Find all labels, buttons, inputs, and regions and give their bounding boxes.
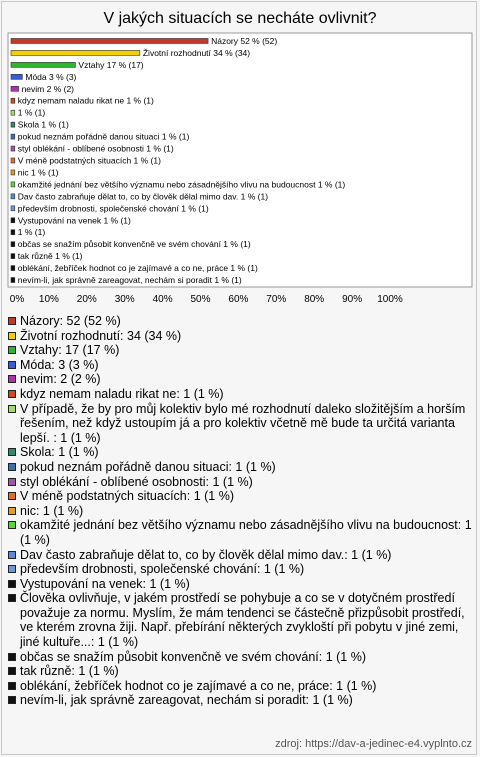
legend-swatch [8, 478, 16, 486]
legend-item [8, 562, 474, 577]
legend-label: V méně podstatných situacích: 1 (1 %) [20, 489, 234, 504]
legend-item [8, 387, 474, 402]
legend-swatch [8, 375, 16, 383]
bar-label-14: především drobnosti, společenské chování 1 % (1) [17, 203, 209, 214]
legend-item [8, 650, 474, 665]
legend-label: tak různě: 1 (1 %) [20, 664, 119, 679]
legend-swatch [8, 390, 16, 398]
bar-10 [11, 158, 15, 163]
legend-swatch [8, 317, 16, 325]
legend-item [8, 343, 474, 358]
bar-3 [11, 74, 22, 79]
bar-label-15: Vystupování na venek 1 % (1) [17, 215, 131, 226]
legend-swatch [8, 492, 16, 500]
legend-label: nevim: 2 (2 %) [20, 372, 101, 387]
x-tick-label: 30% [114, 294, 135, 305]
bar-label-4: nevim 2 % (2) [21, 83, 75, 94]
bar-15 [11, 218, 15, 223]
legend-swatch [8, 463, 16, 471]
legend-swatch [8, 551, 16, 559]
legend-swatch [8, 682, 16, 690]
chart-title: V jakých situacích se necháte ovlivnit? [103, 10, 377, 27]
bar-13 [11, 194, 15, 199]
legend-item [8, 489, 474, 504]
bar-9 [11, 146, 15, 151]
bar-label-13: Dav často zabraňuje dělat to, co by člověk dělal mimo dav. 1 % (1) [17, 191, 269, 202]
x-tick-label: 90% [342, 294, 363, 305]
x-tick-label: 80% [304, 294, 325, 305]
x-tick-label: 10% [38, 294, 59, 305]
legend-label: styl oblékání - oblíbené osobnosti: 1 (1 %) [20, 474, 253, 489]
bar-20 [11, 278, 15, 283]
bar-1 [11, 50, 140, 55]
bar-label-9: styl oblékání - oblíbené osobnosti 1 % (1) [17, 143, 174, 154]
source-note: zdroj: https://dav-a-jedinec-e4.vyplnto.cz [275, 738, 472, 750]
legend-swatch [8, 565, 16, 573]
x-tick-label: 100% [377, 294, 403, 305]
legend-label: především drobnosti, společenské chování: 1 (1 %) [20, 562, 305, 577]
bar-label-17: občas se snažím působit konvenčně ve svém chování 1 % (1) [17, 239, 251, 250]
x-tick-label: 0% [9, 294, 25, 305]
bar-label-11: nic 1 % (1) [17, 167, 59, 178]
x-tick-label: 60% [228, 294, 249, 305]
legend-label: Dav často zabraňuje dělat to, co by člověk dělal mimo dav.: 1 (1 %) [20, 547, 392, 562]
bar-label-6: 1 % (1) [17, 107, 46, 118]
legend-label: nic: 1 (1 %) [20, 503, 84, 518]
bar-label-10: V méně podstatných situacích 1 % (1) [17, 155, 161, 166]
bar-chart [0, 0, 480, 310]
x-tick-label: 50% [190, 294, 211, 305]
bar-12 [11, 182, 15, 187]
bar-8 [11, 134, 15, 139]
legend-label: Vztahy: 17 (17 %) [20, 343, 120, 358]
bar-19 [11, 266, 15, 271]
legend-item [8, 548, 474, 563]
legend-label: oblékání, žebříček hodnot co je zajímavé a co ne, práce: 1 (1 %) [20, 678, 377, 693]
legend-item [8, 664, 474, 679]
legend-swatch [8, 667, 16, 675]
legend-swatch [8, 405, 16, 413]
legend-item [8, 460, 474, 475]
legend-item [8, 518, 474, 547]
legend-label: Životní rozhodnutí: 34 (34 %) [20, 328, 182, 343]
legend-label: občas se snažím působit konvenčně ve svém chování: 1 (1 %) [20, 649, 367, 664]
legend-label: Vystupování na venek: 1 (1 %) [20, 576, 190, 591]
x-tick-label: 70% [266, 294, 287, 305]
bar-14 [11, 206, 15, 211]
bar-label-18: tak různě 1 % (1) [17, 251, 83, 262]
bar-4 [11, 86, 19, 91]
bar-label-0: Názory 52 % (52) [211, 35, 278, 46]
legend-item [8, 329, 474, 344]
legend-item [8, 402, 474, 446]
bar-label-1: Životní rozhodnutí 34 % (34) [142, 47, 251, 58]
bar-6 [11, 110, 15, 115]
bar-label-19: oblékání, žebříček hodnot co je zajímavé a co ne, práce 1 % (1) [17, 263, 258, 274]
legend-swatch [8, 361, 16, 369]
legend-label: Názory: 52 (52 %) [20, 314, 121, 328]
bar-label-5: kdyz nemam naladu rikat ne 1 % (1) [17, 95, 154, 106]
bar-label-8: pokud neznám pořádně danou situaci 1 % (1) [17, 131, 190, 142]
x-tick-label: 20% [76, 294, 97, 305]
legend-item [8, 504, 474, 519]
bar-5 [11, 98, 15, 103]
legend-item [8, 372, 474, 387]
legend-swatch [8, 507, 16, 515]
legend-label: kdyz nemam naladu rikat ne: 1 (1 %) [20, 386, 224, 401]
bar-18 [11, 254, 15, 259]
bar-7 [11, 122, 15, 127]
legend-item [8, 591, 474, 649]
legend-label: Skola: 1 (1 %) [20, 445, 99, 460]
legend [8, 314, 474, 708]
bar-label-7: Skola 1 % (1) [17, 119, 69, 130]
legend-swatch [8, 594, 16, 602]
legend-swatch [8, 521, 16, 529]
bar-17 [11, 242, 15, 247]
legend-item [8, 693, 474, 708]
legend-label: Móda: 3 (3 %) [20, 357, 99, 372]
bar-2 [11, 62, 75, 67]
legend-label: V případě, že by pro můj kolektiv bylo mé rozhodnutí daleko složitějším a horším řešením, než když ustoupím já a pro kolektiv včetně mě bude ta určitá varianta lepší. : 1 (1 %) [20, 401, 466, 445]
x-tick-label: 40% [152, 294, 173, 305]
legend-item [8, 577, 474, 592]
bar-label-2: Vztahy 17 % (17) [78, 59, 144, 70]
bar-label-3: Móda 3 % (3) [25, 71, 77, 82]
bar-label-20: nevím-li, jak správně zareagovat, nechám si poradit 1 % (1) [17, 275, 242, 286]
bar-11 [11, 170, 15, 175]
legend-item [8, 475, 474, 490]
legend-label: pokud neznám pořádně danou situaci: 1 (1 %) [20, 459, 276, 474]
bar-0 [11, 38, 208, 43]
legend-label: Člověka ovlivňuje, v jakém prostředí se pohybuje a co se v dotyčném prostředí považuje za normu. Myslím, že mám tendenci se částečně přizpůsobit prostředí, ve kterém zrovna žiji. Např. přebírání některých zvykloští při pobytu v jiné zemi, jiné kultuře...: 1 (1 %) [20, 591, 465, 650]
legend-item [8, 314, 474, 329]
bar-16 [11, 230, 15, 235]
legend-swatch [8, 653, 16, 661]
legend-item [8, 445, 474, 460]
legend-swatch [8, 696, 16, 704]
bar-label-16: 1 % (1) [17, 227, 46, 238]
legend-item [8, 358, 474, 373]
legend-swatch [8, 580, 16, 588]
legend-label: okamžité jednání bez většího významu nebo zásadnějšího vlivu na budoucnost: 1 (1 %) [20, 518, 472, 547]
legend-swatch [8, 448, 16, 456]
legend-label: nevím-li, jak správně zareagovat, nechám si poradit: 1 (1 %) [20, 693, 353, 708]
legend-swatch [8, 332, 16, 340]
bar-label-12: okamžité jednání bez většího významu nebo zásadnějšího vlivu na budoucnost 1 % (1) [17, 179, 346, 190]
legend-swatch [8, 346, 16, 354]
legend-item [8, 679, 474, 694]
